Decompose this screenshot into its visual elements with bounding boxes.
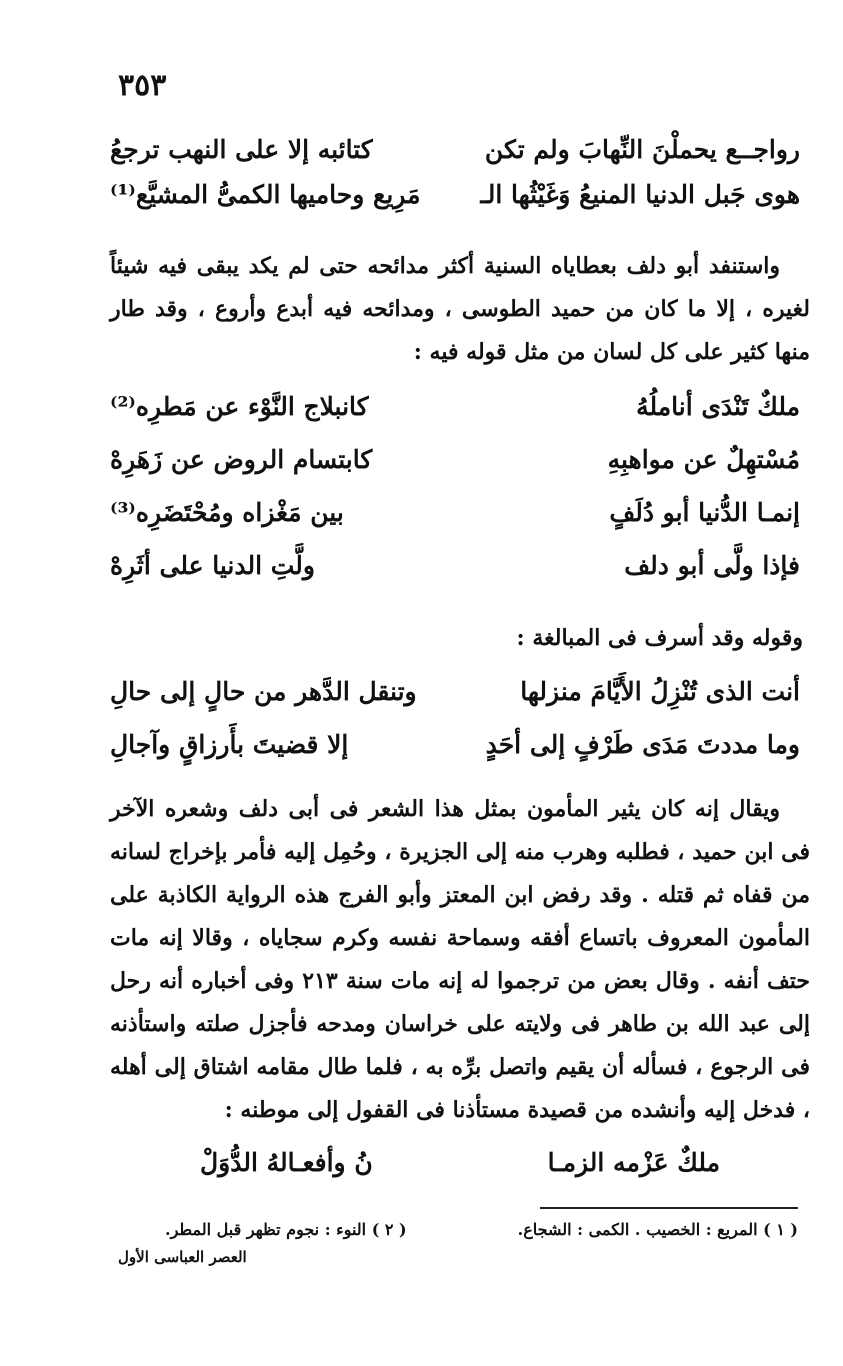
verse-line xyxy=(110,677,800,706)
verse-second-hemistich: مَرِيع وحاميها الكمىُّ المشيَّع⁽¹⁾ xyxy=(110,180,421,209)
verse-second-hemistich: كابتسام الروض عن زَهَرِهْ xyxy=(110,445,373,474)
paragraph-text: ويقال إنه كان يثير المأمون بمثل هذا الشعر فى أبى دلف وشعره الآخر فى ابن حميد ، فطلبه وهرب منه إلى الجزيرة ، وحُمِل إليه فأمر بإخراج لسانه من قفاه ثم قتله . وقد رفض ابن المعتز وأبو الفرج هذه الرواية الكاذبة على المأمون المعروف باتساع أفقه وسماحة نفسه وكرم سجاياه ، وقالا إنه مات حتف أنفه . وقال بعض من ترجموا له إنه مات سنة ٢١٣ وفى أخباره أنه رحل إلى عبد الله بن طاهر فى ولايته على خراسان ومدحه فأجزل صلته واستأذنه فى الرجوع ، فسأله أن يقيم واتصل برِّه به ، فلما طال مقامه اشتاق إلى أهله ، فدخل إليه وأنشده من قصيدة مستأذنا فى القفول إلى موطنه : xyxy=(110,796,811,1123)
page-number: ٣٥٣ xyxy=(118,68,167,103)
verse-first-hemistich: أنت الذى تُنْزِلُ الأَيَّامَ منزلها xyxy=(520,677,800,706)
verse-first-hemistich: فإذا ولَّى أبو دلف xyxy=(624,551,800,580)
verse-first-hemistich: ملكٌ عَزْمه الزمـا xyxy=(547,1148,720,1177)
verse-second-hemistich: وتنقل الدَّهر من حالٍ إلى حالِ xyxy=(110,677,417,706)
verse-line xyxy=(110,730,800,759)
running-footer: العصر العباسى الأول xyxy=(118,1248,247,1266)
footnote-divider xyxy=(540,1207,798,1209)
verse-first-hemistich: رواجــع يحملْنَ النِّهابَ ولم تكن xyxy=(484,135,800,164)
verse-second-hemistich: بين مَغْزاه ومُحْتَضَرِه⁽³⁾ xyxy=(110,498,344,527)
verse-second-hemistich: إلا قضيتَ بأَرزاقٍ وآجالِ xyxy=(110,730,349,759)
verse-line xyxy=(110,135,800,164)
verse-first-hemistich: هوى جَبل الدنيا المنيعُ وَغَيْثُها الـ xyxy=(480,180,800,209)
verse-line xyxy=(110,498,800,527)
verse-second-hemistich: ولَّتِ الدنيا على أثَرِهْ xyxy=(110,551,315,580)
verse-second-hemistich: كانبلاج النَّوْء عن مَطرِه⁽²⁾ xyxy=(110,392,369,421)
verse-line xyxy=(110,180,800,209)
verse-line xyxy=(200,1148,720,1177)
verse-first-hemistich: ملكٌ تَنْدَى أناملُهُ xyxy=(636,392,800,421)
prose-paragraph xyxy=(110,245,810,374)
footnote-1: ( ١ ) المريع : الخصيب . الكمى : الشجاع. xyxy=(517,1220,798,1239)
verse-first-hemistich: مُسْتهِلٌ عن مواهبِهِ xyxy=(607,445,800,474)
verse-line xyxy=(110,445,800,474)
verse-line xyxy=(110,392,800,421)
prose-paragraph xyxy=(110,788,810,1132)
verse-first-hemistich: وما مددتَ مَدَى طَرْفٍ إلى أحَدٍ xyxy=(485,730,800,759)
verse-second-hemistich: نُ وأفعـالهُ الدُّوَلْ xyxy=(200,1148,373,1177)
verse-intro: وقوله وقد أسرف فى المبالغة : xyxy=(516,625,803,651)
verse-second-hemistich: كتائبه إلا على النهب ترجعُ xyxy=(110,135,373,164)
verse-first-hemistich: إنمـا الدُّنيا أبو دُلَفٍ xyxy=(609,498,800,527)
paragraph-text: واستنفد أبو دلف بعطاياه السنية أكثر مدائحه حتى لم يكد يبقى فيه شيئاً لغيره ، إلا ما كان من حميد الطوسى ، ومدائحه فيه أبدع وأروع ، وقد طار منها كثير على كل لسان من مثل قوله فيه : xyxy=(110,253,810,365)
footnote-2: ( ٢ ) النوء : نجوم تظهر قبل المطر. xyxy=(165,1220,407,1239)
verse-line xyxy=(110,551,800,580)
